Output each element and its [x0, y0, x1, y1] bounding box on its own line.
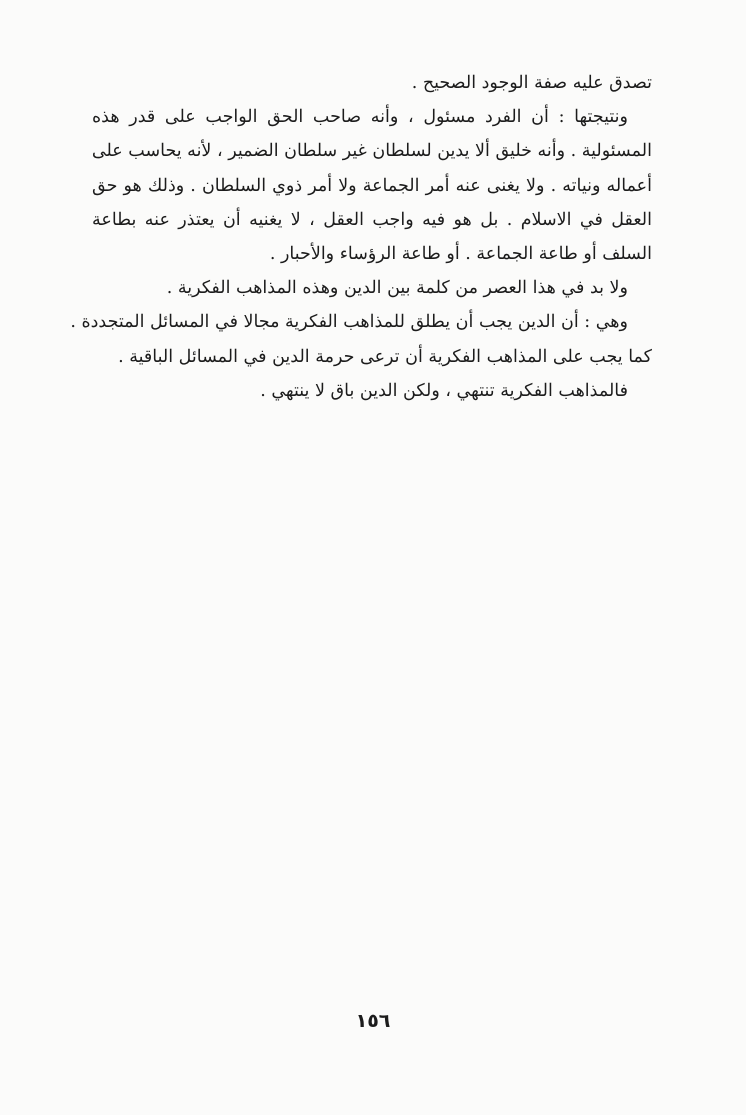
- text-line: أعماله ونياته . ولا يغنى عنه أمر الجماعة ولا أمر ذوي السلطان . وذلك هو حق: [92, 175, 652, 196]
- text-line: كما يجب على المذاهب الفكرية أن ترعى حرمة الدين في المسائل الباقية .: [118, 346, 652, 367]
- text-line: العقل في الاسلام . بل هو فيه واجب العقل ، لا يغنيه أن يعتذر عنه بطاعة: [92, 209, 652, 230]
- text-line: ونتيجتها : أن الفرد مسئول ، وأنه صاحب الحق الواجب على قدر هذه: [92, 107, 628, 128]
- text-line: فالمذاهب الفكرية تنتهي ، ولكن الدين باق لا ينتهي .: [260, 380, 628, 401]
- text-line: المسئولية . وأنه خليق ألا يدين لسلطان غير سلطان الضمير ، لأنه يحاسب على: [91, 141, 652, 162]
- text-line: وهي : أن الدين يجب أن يطلق للمذاهب الفكرية مجالا في المسائل المتجددة .: [70, 312, 628, 333]
- page-number: ١٥٦: [355, 1010, 391, 1032]
- text-line: ولا بد في هذا العصر من كلمة بين الدين وهذه المذاهب الفكرية .: [166, 278, 628, 299]
- text-line: تصدق عليه صفة الوجود الصحيح .: [411, 73, 652, 93]
- text-line: السلف أو طاعة الجماعة . أو طاعة الرؤساء والأحبار .: [269, 243, 652, 264]
- body-text: [70, 66, 652, 408]
